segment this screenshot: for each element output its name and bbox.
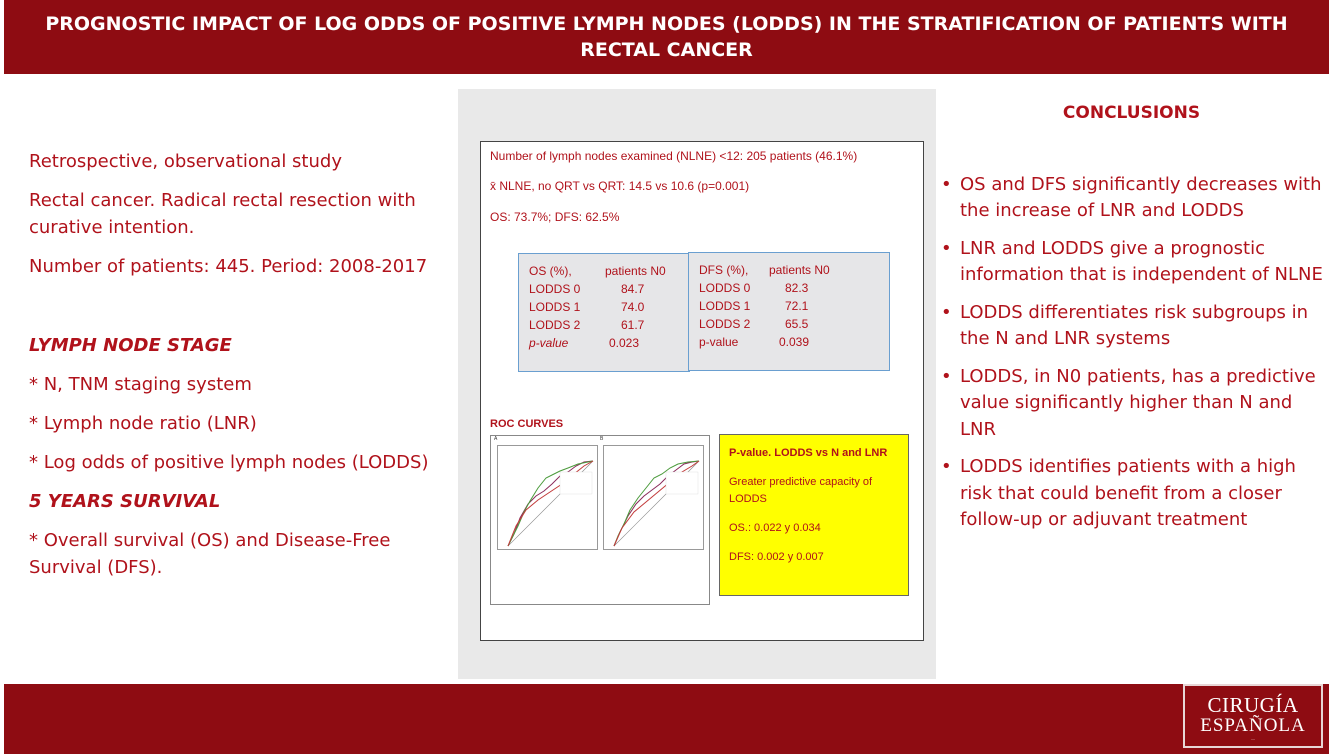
roc-figure: [490, 435, 710, 605]
nlne-line: Number of lymph nodes examined (NLNE) <12: 205 patients (46.1%): [490, 149, 858, 163]
pvalue-box: [719, 434, 909, 596]
bullet-icon: •: [941, 365, 952, 387]
conclusions-title: CONCLUSIONS: [1062, 103, 1201, 123]
pvalue-box-line: DFS: 0.002 y 0.007: [729, 551, 824, 563]
roc-plot-a: [497, 445, 598, 550]
list-item: • LODDS, in N0 patients, has a predictive value significantly higher than N and LNR: [941, 365, 1316, 440]
table-row: OS (%), patients N0: [529, 264, 666, 278]
list-item: • OS and DFS significantly decreases with the increase of LNR and LODDS: [941, 173, 1322, 221]
list-item: • LODDS differentiates risk subgroups in the N and LNR systems: [941, 301, 1309, 349]
footer-bar: [4, 684, 1329, 754]
bullet-icon: •: [941, 301, 952, 323]
stage-item: * Lymph node ratio (LNR): [29, 413, 257, 434]
bullet-icon: •: [941, 456, 952, 477]
qrt-line: x̄ NLNE, no QRT vs QRT: 14.5 vs 10.6 (p=0.001): [490, 179, 750, 193]
roc-title: ROC CURVES: [490, 418, 564, 430]
conclusions-section: [940, 100, 1325, 545]
results-panel: [480, 141, 924, 641]
lymph-node-stage-heading: LYMPH NODE STAGE: [29, 335, 232, 356]
roc-label-b: B: [600, 436, 604, 442]
journal-logo: CIRUGÍA ESPAÑOLA —: [1183, 684, 1323, 748]
table-row: LODDS 0 84.7: [529, 282, 645, 296]
conclusions-list: [940, 172, 1325, 534]
roc-curves-b-graphic: [604, 446, 703, 549]
table-row: p-value 0.039: [699, 335, 810, 349]
survival-item: * Overall survival (OS) and Disease-Free Survival (DFS).: [29, 530, 391, 578]
table-row: LODDS 1 72.1: [699, 299, 809, 313]
table-row: LODDS 1 74.0: [529, 300, 645, 314]
study-type: Retrospective, observational study: [29, 151, 342, 172]
study-details: [29, 148, 449, 581]
roc-plot-b: [603, 445, 704, 550]
bullet-icon: •: [941, 237, 952, 259]
stage-item: * Log odds of positive lymph nodes (LODDS): [29, 452, 429, 473]
dfs-table: [688, 252, 890, 371]
table-row: LODDS 2 61.7: [529, 318, 645, 332]
pvalue-box-line: OS.: 0.022 y 0.034: [729, 522, 821, 534]
roc-curves-a-graphic: [498, 446, 597, 549]
list-item: • LODDS identifies patients with a high risk that could benefit from a closer follow-up or adjuvant treatment: [941, 456, 1296, 530]
page-title: PROGNOSTIC IMPACT OF LOG ODDS OF POSITIVE LYMPH NODES (LODDS) IN THE STRATIFICATION OF PATIENTS WITH RECTAL CANCER: [4, 0, 1329, 74]
patients-count: Number of patients: 445. Period: 2008-2017: [29, 256, 428, 277]
table-row: DFS (%), patients N0: [699, 263, 830, 277]
roc-label-a: A: [494, 436, 498, 442]
list-item: • LNR and LODDS give a prognostic information that is independent of NLNE: [941, 237, 1323, 285]
os-table: [518, 253, 690, 372]
pvalue-box-line: Greater predictive capacity of LODDS: [729, 476, 873, 505]
results-panel-background: [458, 89, 936, 679]
survival-line: OS: 73.7%; DFS: 62.5%: [490, 210, 620, 224]
cancer-description: Rectal cancer. Radical rectal resection with curative intention.: [29, 190, 416, 238]
table-row: LODDS 0 82.3: [699, 281, 809, 295]
table-row: p-value 0.023: [529, 336, 640, 350]
stage-item: * N, TNM staging system: [29, 374, 252, 395]
survival-heading: 5 YEARS SURVIVAL: [29, 491, 221, 512]
pvalue-box-title: P-value. LODDS vs N and LNR: [729, 447, 888, 459]
bullet-icon: •: [941, 173, 952, 195]
table-row: LODDS 2 65.5: [699, 317, 809, 331]
